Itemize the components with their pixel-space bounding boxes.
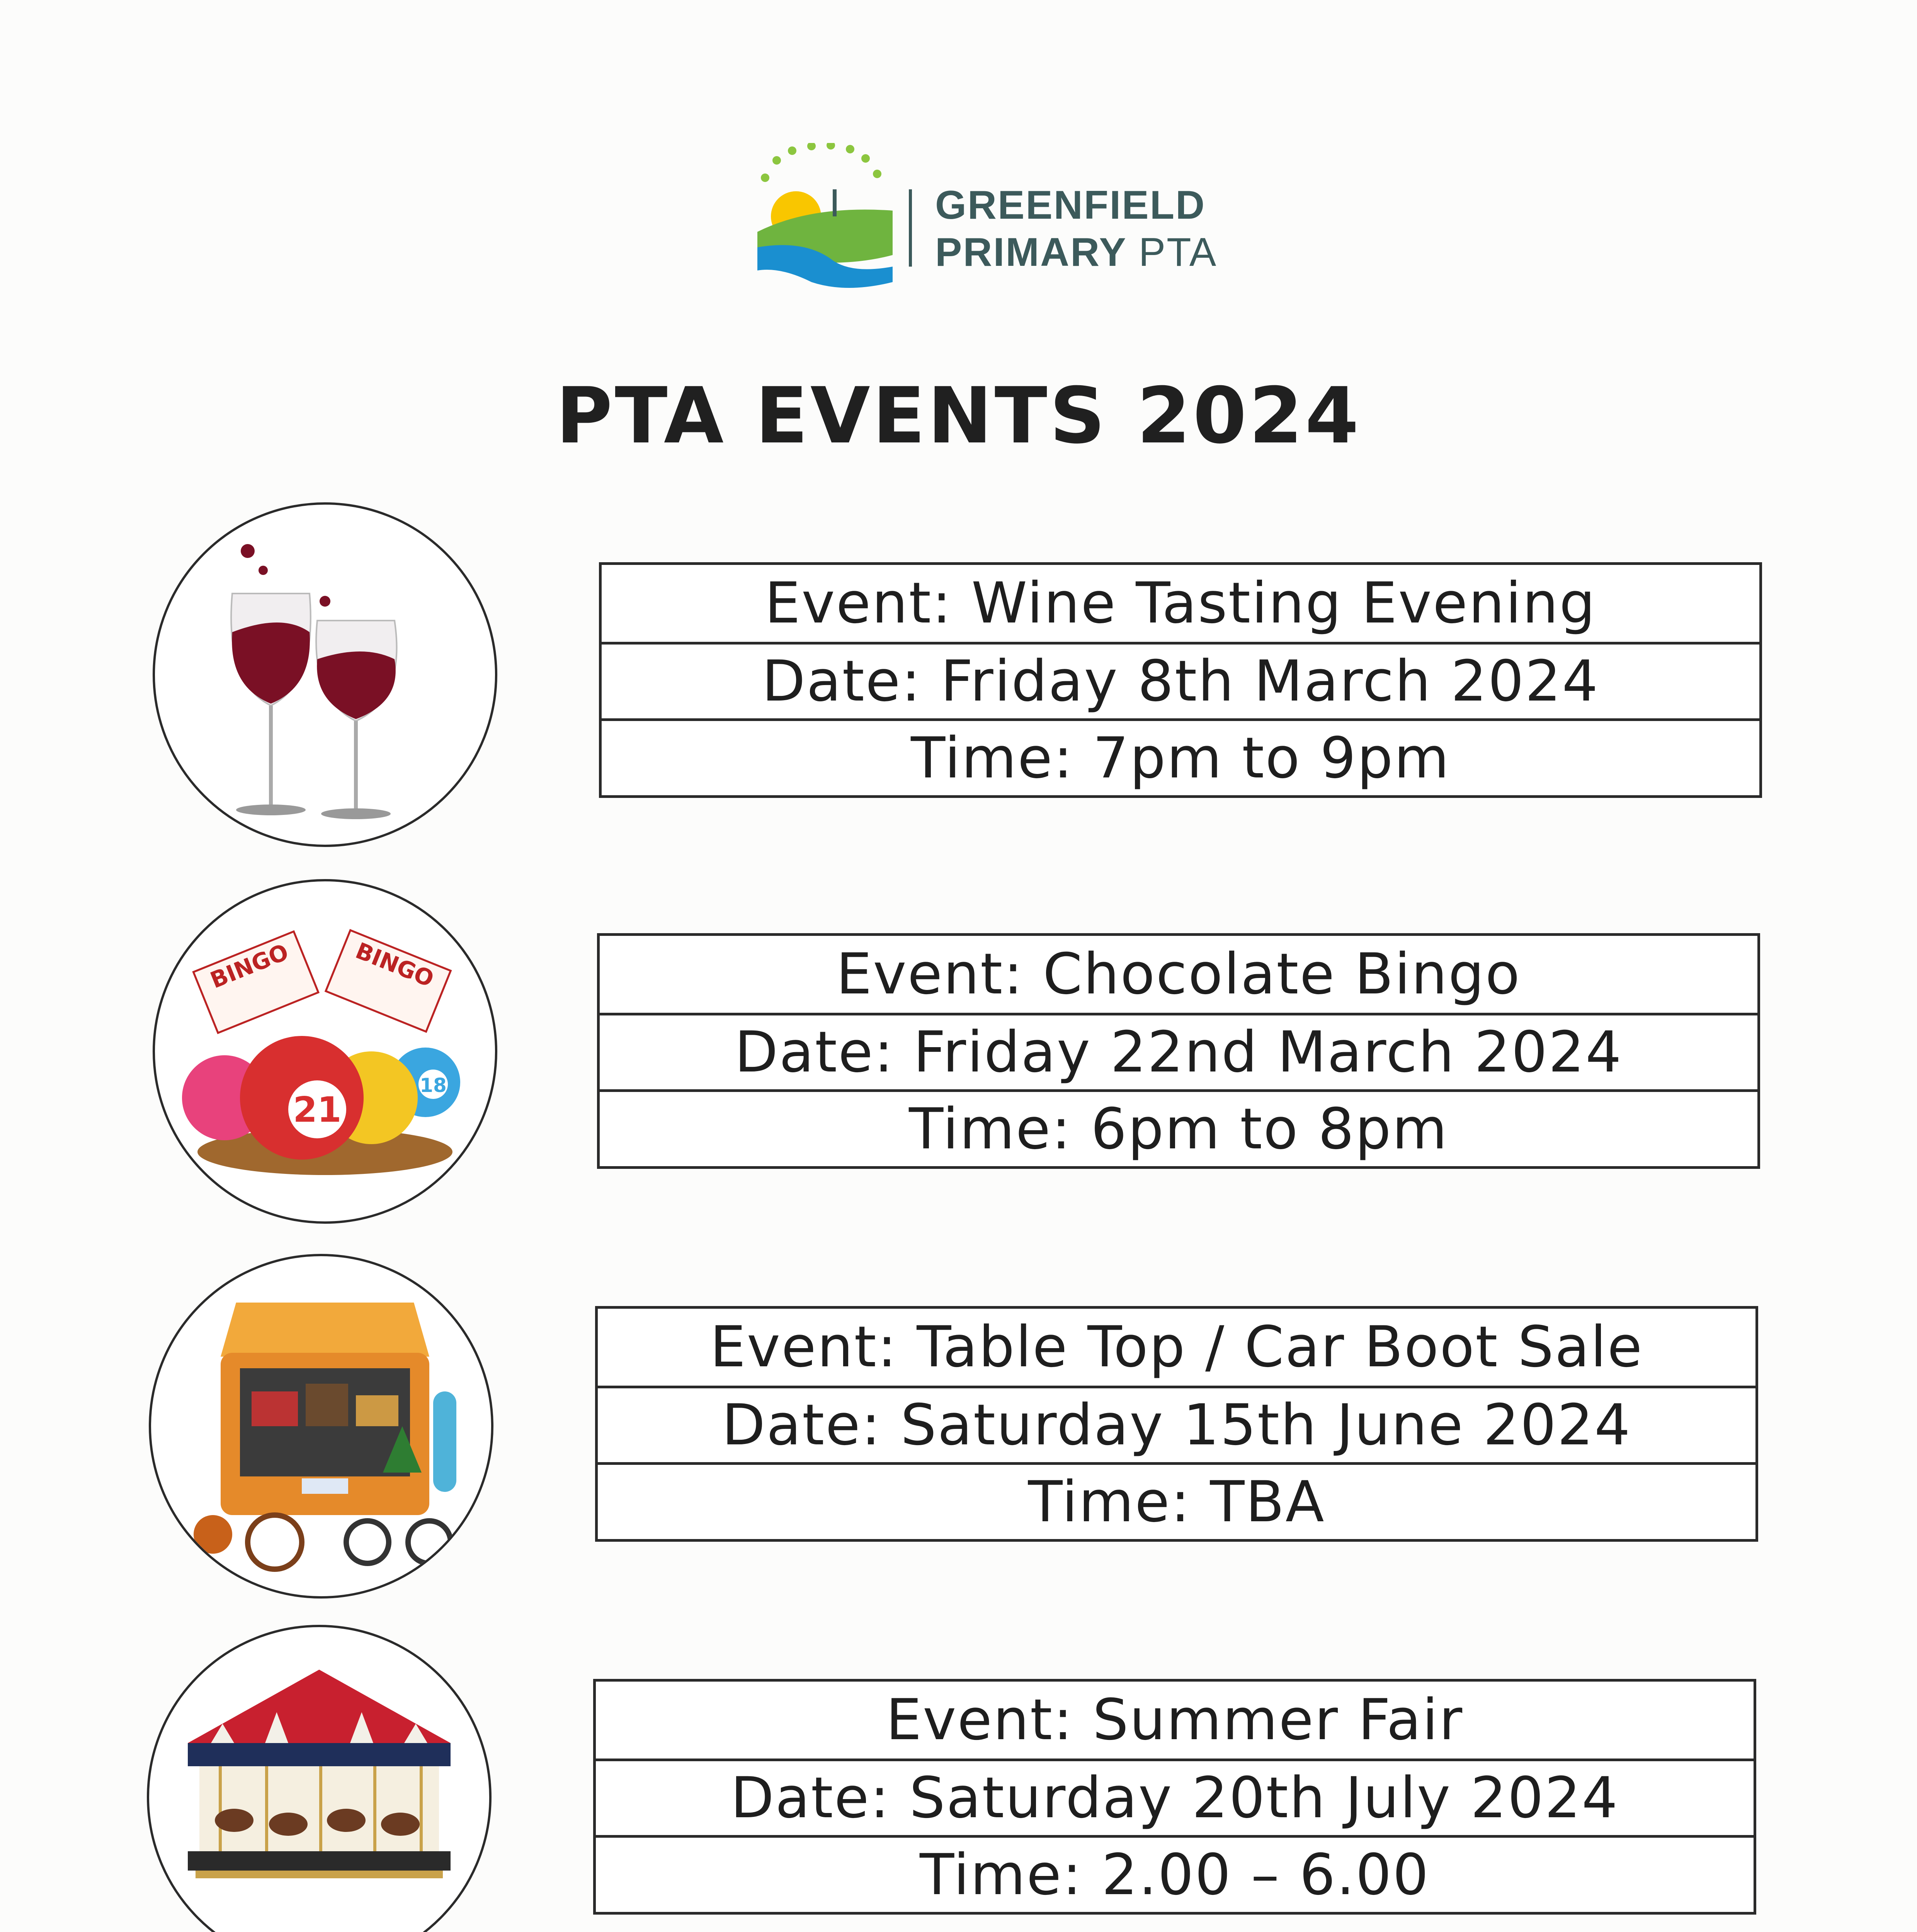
- car-boot-icon: [149, 1254, 493, 1599]
- event-name: Event: Table Top / Car Boot Sale: [710, 1314, 1643, 1380]
- bingo-card-label: BINGO: [206, 939, 292, 994]
- event-date: Date: Saturday 20th July 2024: [596, 1759, 1754, 1835]
- event-date: Date: Friday 22nd March 2024: [600, 1013, 1757, 1090]
- bingo-ball-number: 21: [293, 1090, 342, 1130]
- page-title: PTA EVENTS 2024: [556, 371, 1361, 461]
- event-box-chocolate-bingo: [597, 933, 1760, 1169]
- bingo-ball-number: 18: [420, 1074, 447, 1097]
- carousel-icon: [147, 1625, 492, 1932]
- event-date: Date: Saturday 15th June 2024: [598, 1386, 1755, 1463]
- logo-divider: [909, 189, 912, 267]
- bingo-card-label: BINGO: [352, 937, 438, 993]
- logo-line2-bold: PRIMARY: [935, 230, 1126, 275]
- event-box-wine-tasting: [599, 562, 1762, 798]
- logo-text: [935, 182, 1283, 276]
- event-time: Time: 7pm to 9pm: [602, 718, 1759, 795]
- event-time: Time: 2.00 – 6.00: [596, 1835, 1754, 1912]
- event-name: Event: Chocolate Bingo: [836, 941, 1521, 1007]
- event-time: Time: TBA: [598, 1462, 1755, 1539]
- wine-glasses-icon: [153, 502, 497, 847]
- logo-line2-light: PTA: [1138, 230, 1218, 275]
- bingo-balls-icon: [153, 879, 497, 1224]
- event-box-summer-fair: [593, 1679, 1756, 1915]
- event-time: Time: 6pm to 8pm: [600, 1089, 1757, 1166]
- event-name: Event: Summer Fair: [886, 1687, 1464, 1753]
- event-box-car-boot-sale: [595, 1306, 1758, 1542]
- event-date: Date: Friday 8th March 2024: [602, 642, 1759, 719]
- logo-line1: GREENFIELD: [935, 183, 1206, 228]
- event-name: Event: Wine Tasting Evening: [764, 570, 1597, 636]
